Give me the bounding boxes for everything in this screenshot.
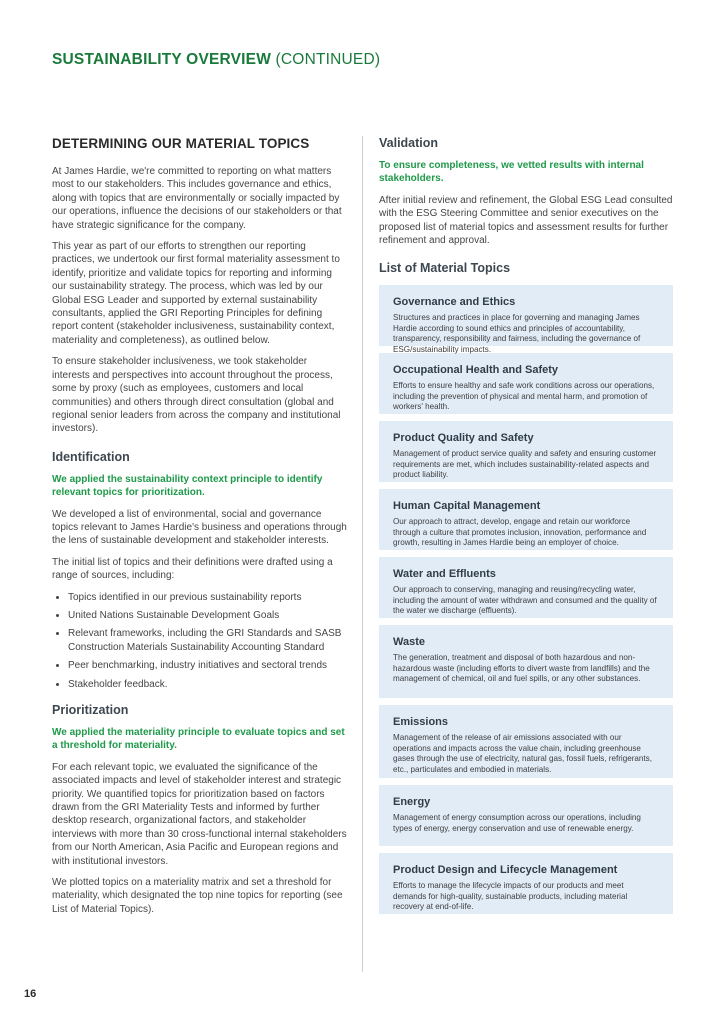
topic-description: Our approach to attract, develop, engage and retain our workforce through a culture that promotes inclusion, innovation, performance and growth, resulting in James Hardie being an employer of choice. (393, 517, 647, 548)
list-item: • Topics identified in our previous sustainability reports (68, 591, 347, 604)
intro-paragraph-1: At James Hardie, we're committed to reporting on what matters most to our stakeholders. This includes governance and ethics, along with topics that are environmentally or socially impacted by our operations, influence the decisions of our stakeholders or that have strategic significance for the company. (52, 166, 342, 231)
topic-title: Waste (393, 636, 425, 649)
topic-description: Management of energy consumption across our operations, including types of energy, energy conservation and use of renewable energy. (393, 813, 641, 833)
topic-title: Water and Effluents (393, 568, 496, 581)
intro-paragraph-3: To ensure stakeholder inclusiveness, we took stakeholder interests and perspectives into account throughout the process, some by proxy (such as employees, customers and local communities) and others through direct consultation (global and regional senior leaders from across the company and institutional investors). (52, 356, 341, 435)
right-column (379, 136, 673, 921)
identification-highlight: We applied the sustainability context principle to identify relevant topics for prioritization. (52, 473, 323, 499)
page-number: 16 (24, 988, 37, 1000)
list-item: • United Nations Sustainable Development Goals (68, 609, 347, 622)
column-divider (362, 136, 363, 972)
topic-card-health-safety (379, 353, 673, 414)
topic-title: Occupational Health and Safety (393, 364, 559, 377)
section-heading: DETERMINING OUR MATERIAL TOPICS (52, 136, 310, 151)
topic-description: Management of the release of air emissions associated with our operations and impacts across the value chain, including greenhouse gases through the use of electricity, natural gas, fossil fuels, refrigerants, etc., particulates and embodied in materials. (393, 733, 652, 774)
topic-card-product-design (379, 853, 673, 914)
topic-card-emissions (379, 705, 673, 778)
topic-title: Energy (393, 796, 431, 809)
topic-description: The generation, treatment and disposal of both hazardous and non-hazardous waste (including efforts to divert waste from landfills) and the management of chemical, oil and fuel spills, or any other substances. (393, 653, 650, 684)
topic-card-water (379, 557, 673, 618)
topic-description: Management of product service quality and safety and ensuring customer requirements are met, which includes sustainability-related aspects and product liability. (393, 449, 657, 480)
topic-description: Structures and practices in place for governing and managing James Hardie according to sound ethics and principles of accountability, transparency, responsibility and fairness, including the governance of ESG/sustainability impacts. (393, 313, 641, 354)
topic-title: Governance and Ethics (393, 296, 516, 309)
list-item: • Peer benchmarking, industry initiatives and sectoral trends (68, 659, 347, 672)
topic-title: Human Capital Management (393, 500, 541, 513)
topic-title: Product Design and Lifecycle Management (393, 864, 618, 877)
prioritization-heading: Prioritization (52, 703, 129, 717)
intro-paragraph-2: This year as part of our efforts to strengthen our reporting practices, we undertook our first formal materiality assessment to identify, prioritize and validate topics for reporting and informing our sustainability strategy. The process, which was led by our Global ESG Leader and supported by external sustainability consultants, applied the GRI Reporting Principles for defining report content (stakeholder inclusiveness, sustainability context, materiality and completeness), as outlined below. (52, 241, 340, 346)
topic-card-waste (379, 625, 673, 698)
page-title-main: SUSTAINABILITY OVERVIEW (52, 51, 272, 68)
validation-heading: Validation (379, 136, 439, 150)
identification-paragraph-1: We developed a list of environmental, social and governance topics relevant to James Hardie's business and operations through the lens of sustainable development and stakeholder interests. (52, 508, 347, 547)
list-item: • Stakeholder feedback. (68, 678, 347, 691)
topic-card-governance (379, 285, 673, 354)
validation-highlight: To ensure completeness, we vetted results with internal stakeholders. (379, 160, 644, 185)
topic-card-energy (379, 785, 673, 846)
page-title (52, 51, 380, 69)
material-topics-heading: List of Material Topics (379, 261, 511, 276)
list-item: • Relevant frameworks, including the GRI Standards and SASB Construction Materials Sustainability Accounting Standard (68, 627, 347, 654)
left-column (52, 136, 347, 924)
topic-title: Product Quality and Safety (393, 432, 534, 445)
topic-description: Our approach to conserving, managing and reusing/recycling water, including the amount of water withdrawn and consumed and the quality of the water we discharge (effluents). (393, 585, 657, 616)
identification-heading: Identification (52, 449, 130, 464)
topic-description: Efforts to ensure healthy and safe work conditions across our operations, including the prevention of physical and mental harm, and promotion of workers' health. (393, 381, 655, 412)
page-title-suffix: (CONTINUED) (271, 51, 381, 68)
identification-paragraph-2: The initial list of topics and their definitions were drafted using a range of sources, including: (52, 556, 333, 582)
prioritization-paragraph-1: For each relevant topic, we evaluated the significance of the associated impacts and level of stakeholder interest and strategic priority. We quantified topics for prioritization based on factors drawn from the GRI Materiality Tests and informed by further desktop research, organizational factors, and stakeholder interviews with more than 30 cross-functional internal stakeholders from our North American, Asia Pacific and European regions and with institutional investors. (52, 761, 347, 867)
topic-title: Emissions (393, 716, 449, 729)
topic-card-human-capital (379, 489, 673, 550)
sources-list (52, 591, 347, 691)
validation-paragraph: After initial review and refinement, the Global ESG Lead consulted with the ESG Steering Committee and senior executives on the proposed list of material topics and assessment results for further refinement and approval. (379, 194, 673, 247)
topic-card-product-quality (379, 421, 673, 482)
topic-description: Efforts to manage the lifecycle impacts of our products and meet demands for high-quality, sustainable products, including material recovery at end-of-life. (393, 881, 628, 912)
prioritization-paragraph-2: We plotted topics on a materiality matrix and set a threshold for materiality, which designated the top nine topics for reporting (see List of Material Topics). (52, 877, 343, 915)
prioritization-highlight: We applied the materiality principle to evaluate topics and set a threshold for materiality. (52, 727, 345, 752)
